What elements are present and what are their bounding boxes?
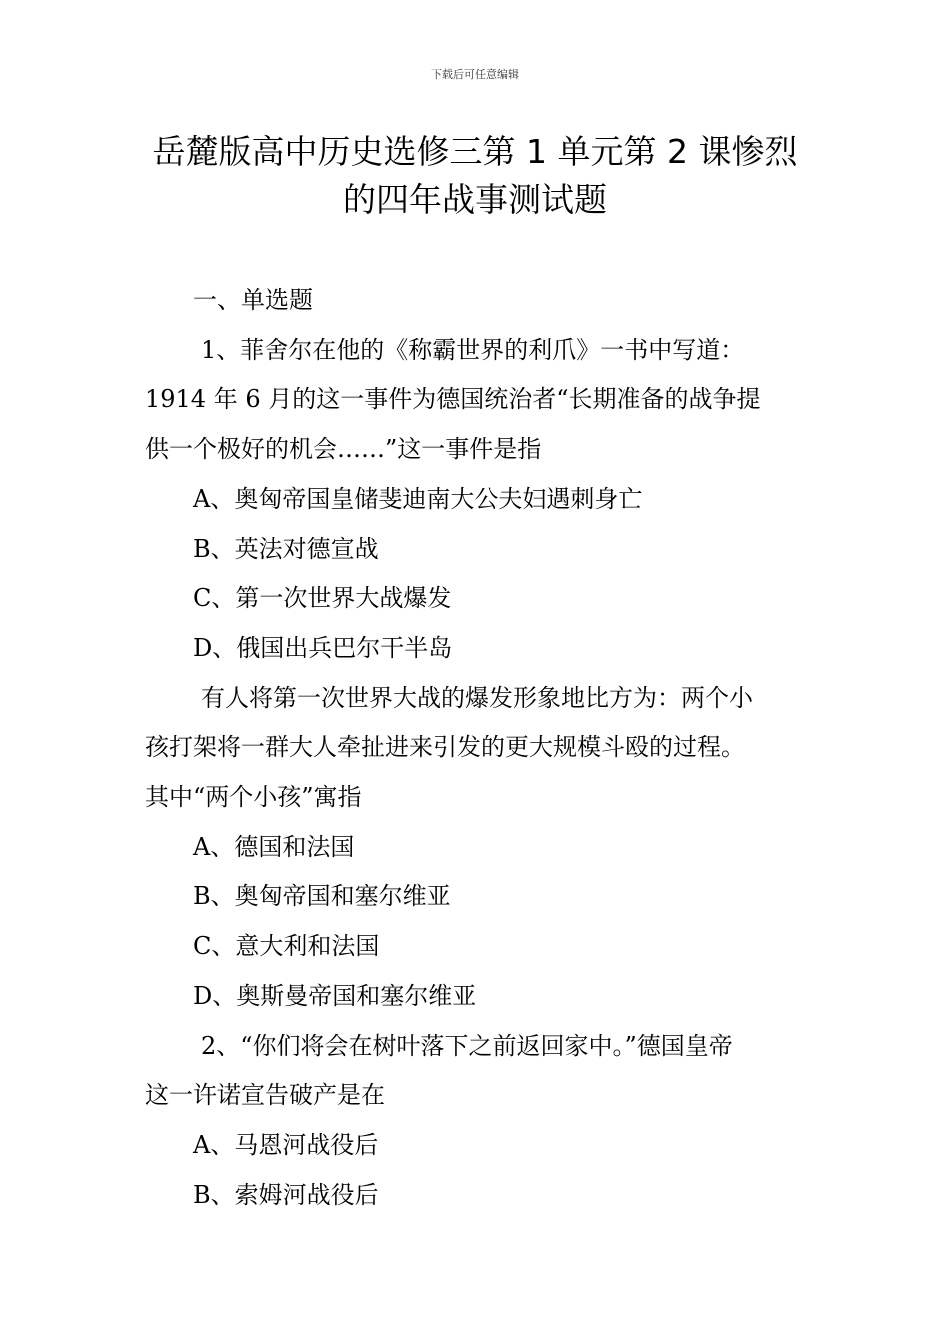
header-note: 下载后可任意编辑: [431, 68, 519, 81]
question-2-option-b: B、索姆河战役后: [193, 1180, 379, 1209]
document-title: [130, 128, 820, 224]
question-1-line-2: 1914 年 6 月的这一事件为德国统治者“长期准备的战争提: [145, 385, 761, 414]
question-1-line-3: 供一个极好的机会……”这一事件是指: [145, 435, 542, 464]
question-unnumbered-option-d: D、奥斯曼帝国和塞尔维亚: [193, 981, 477, 1010]
question-2-line-2: 这一许诺宣告破产是在: [145, 1081, 385, 1110]
question-2-line-1: 2、“你们将会在树叶落下之前返回家中。”德国皇帝: [201, 1031, 733, 1060]
question-1-option-a: A、奥匈帝国皇储斐迪南大公夫妇遇刺身亡: [193, 484, 643, 513]
title-line-1: 岳麓版高中历史选修三第 1 单元第 2 课惨烈: [152, 132, 798, 171]
question-unnumbered-option-a: A、德国和法国: [193, 832, 355, 861]
question-2-option-a: A、马恩河战役后: [193, 1130, 379, 1159]
question-1-line-1: 1、菲舍尔在他的《称霸世界的利爪》一书中写道：: [201, 335, 745, 364]
question-1-option-d: D、俄国出兵巴尔干半岛: [193, 633, 453, 662]
title-line-2: 的四年战事测试题: [343, 180, 607, 219]
question-unnumbered-line-3: 其中“两个小孩”寓指: [145, 783, 362, 812]
section-heading: 一、单选题: [193, 286, 313, 314]
question-unnumbered-line-1: 有人将第一次世界大战的爆发形象地比方为：两个小: [201, 683, 753, 712]
question-unnumbered-line-2: 孩打架将一群大人牵扯进来引发的更大规模斗殴的过程。: [145, 733, 745, 762]
question-1-option-c: C、第一次世界大战爆发: [193, 584, 452, 613]
document-body: [145, 276, 810, 1220]
question-unnumbered-option-b: B、奥匈帝国和塞尔维亚: [193, 882, 451, 911]
question-unnumbered-option-c: C、意大利和法国: [193, 932, 380, 961]
question-1-option-b: B、英法对德宣战: [193, 534, 379, 563]
